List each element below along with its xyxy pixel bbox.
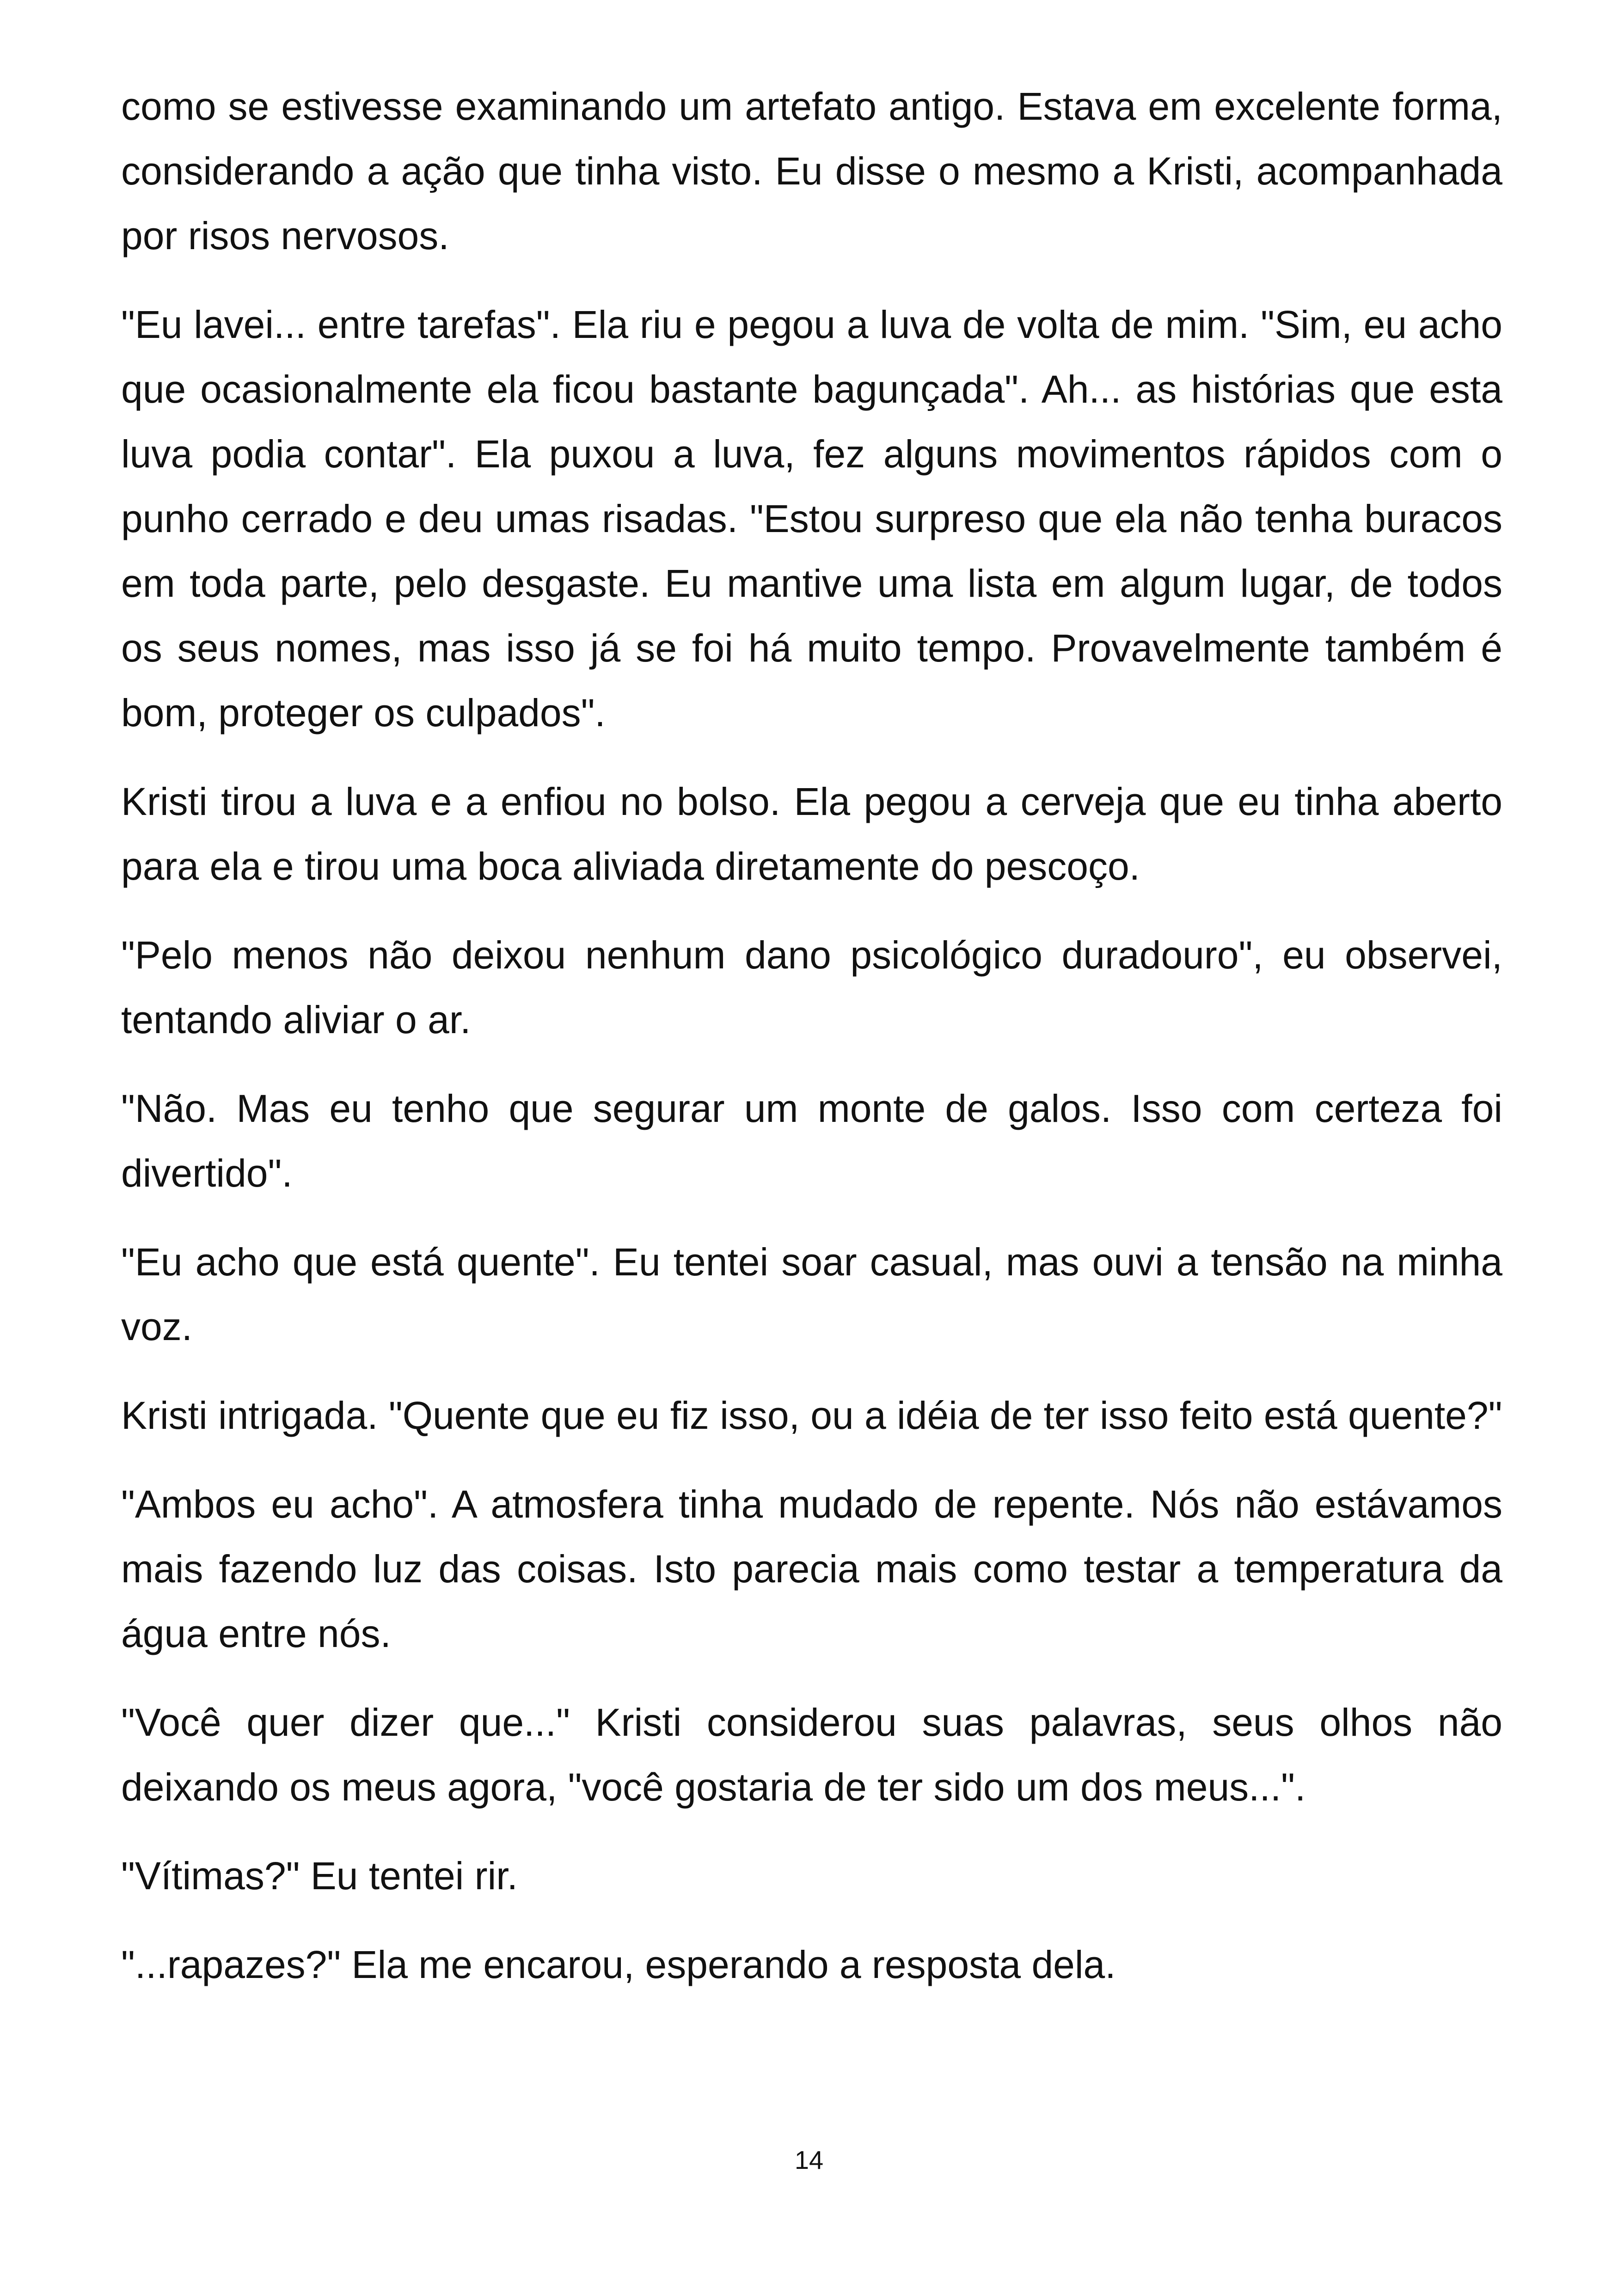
- paragraph: "Você quer dizer que..." Kristi considerou suas palavras, seus olhos não deixando os meus agora, "você gostaria de ter sido um dos meus...".: [121, 1701, 1502, 1809]
- paragraph: "...rapazes?" Ela me encarou, esperando a resposta dela.: [121, 1943, 1116, 1986]
- paragraph: "Eu lavei... entre tarefas". Ela riu e pegou a luva de volta de mim. "Sim, eu acho que ocasionalmente ela ficou bastante bagunçada". Ah... as histórias que esta luva podia contar". Ela puxou a luva, fez alguns movimentos rápidos com o punho cerrado e deu umas risadas. "Estou surpreso que ela não tenha buracos em toda parte, pelo desgaste. Eu mantive uma lista em algum lugar, de todos os seus nomes, mas isso já se foi há muito tempo. Provavelmente também é bom, proteger os culpados".: [121, 303, 1502, 735]
- paragraph: Kristi tirou a luva e a enfiou no bolso. Ela pegou a cerveja que eu tinha aberto para ela e tirou uma boca aliviada diretamente do pescoço.: [121, 780, 1502, 888]
- paragraph: como se estivesse examinando um artefato antigo. Estava em excelente forma, considerando a ação que tinha visto. Eu disse o mesmo a Kristi, acompanhada por risos nervosos.: [121, 85, 1502, 257]
- paragraph: "Vítimas?" Eu tentei rir.: [121, 1854, 518, 1898]
- paragraph: "Ambos eu acho". A atmosfera tinha mudado de repente. Nós não estávamos mais fazendo luz das coisas. Isto parecia mais como testar a temperatura da água entre nós.: [121, 1482, 1502, 1655]
- paragraph: "Pelo menos não deixou nenhum dano psicológico duradouro", eu observei, tentando aliviar o ar.: [121, 933, 1502, 1041]
- paragraph: Kristi intrigada. "Quente que eu fiz isso, ou a idéia de ter isso feito está quente?": [121, 1394, 1502, 1437]
- body-text: [121, 74, 1502, 2021]
- paragraph: "Não. Mas eu tenho que segurar um monte de galos. Isso com certeza foi divertido".: [121, 1087, 1502, 1195]
- paragraph: "Eu acho que está quente". Eu tentei soar casual, mas ouvi a tensão na minha voz.: [121, 1240, 1502, 1348]
- page-number: 14: [794, 2145, 824, 2174]
